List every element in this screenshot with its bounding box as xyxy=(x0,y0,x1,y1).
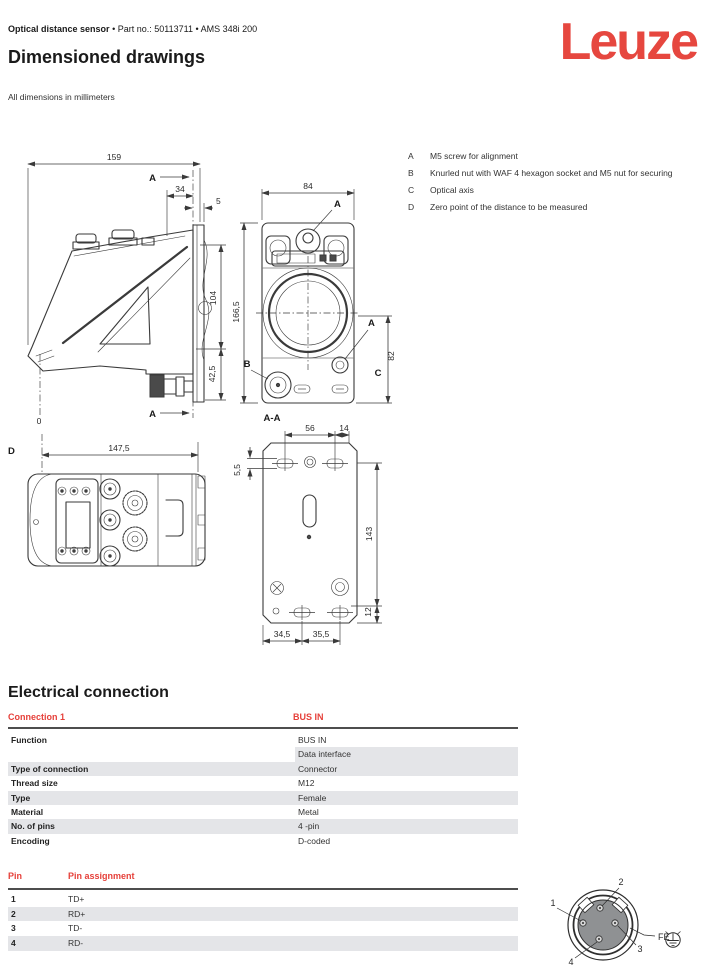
front-view-drawing xyxy=(231,181,396,403)
label-d: D xyxy=(8,446,15,457)
legend-text: M5 screw for alignment xyxy=(430,151,518,161)
dim-35-5: 35,5 xyxy=(312,629,330,639)
section-aa-title: A-A xyxy=(263,413,281,424)
pin-assignment: RD+ xyxy=(68,908,86,919)
legend-text: Knurled nut with WAF 4 hexagon socket and M5 nut for securing xyxy=(430,168,673,178)
drawing-legend xyxy=(408,151,680,219)
pin-assignment: TD+ xyxy=(68,894,85,904)
dim-104: 104 xyxy=(208,290,218,306)
dim-5-5: 5,5 xyxy=(232,464,242,476)
section-label-a-bottom: A xyxy=(149,409,156,420)
row-value: Connector xyxy=(298,763,338,774)
dim-14: 14 xyxy=(339,423,349,433)
dim-82: 82 xyxy=(386,351,396,361)
row-label: Encoding xyxy=(11,835,50,846)
dim-143: 143 xyxy=(364,526,374,542)
side-view-drawing xyxy=(28,152,226,426)
product-name: Optical distance sensor xyxy=(8,24,110,34)
row-label: Type of connection xyxy=(11,763,89,774)
zero-point-label: 0 xyxy=(36,416,42,426)
legend-item xyxy=(408,151,680,162)
pin-table-header xyxy=(8,869,518,885)
legend-text: Zero point of the distance to be measured xyxy=(430,202,588,212)
fe-label: FE xyxy=(658,932,670,942)
row-label: Thread size xyxy=(11,778,58,789)
pin-2-label: 2 xyxy=(618,877,624,887)
pin-4-label: 4 xyxy=(568,957,574,967)
row-value: BUS IN xyxy=(298,735,327,745)
label-b: B xyxy=(243,359,251,370)
pin-assignment: RD- xyxy=(68,938,84,949)
connection-header-left: Connection 1 xyxy=(8,712,66,722)
top-view-drawing xyxy=(8,434,205,566)
legend-item xyxy=(408,202,680,213)
table-row xyxy=(8,747,518,761)
model-name: AMS 348i 200 xyxy=(200,24,258,34)
row-label xyxy=(8,747,295,761)
table-row xyxy=(8,776,518,790)
row-label: Function xyxy=(11,735,47,745)
dim-147-5: 147,5 xyxy=(108,443,130,453)
table-row xyxy=(8,733,518,747)
label-a-right: A xyxy=(368,318,375,329)
row-value: Female xyxy=(298,792,327,803)
legend-item xyxy=(408,185,680,196)
pin-number: 4 xyxy=(11,938,16,949)
connection-table xyxy=(8,733,518,848)
legend-key: D xyxy=(408,202,415,212)
pin-row xyxy=(8,907,518,922)
table-row xyxy=(8,834,518,848)
part-number: Part no.: 50113711 xyxy=(117,24,193,34)
dim-34-5: 34,5 xyxy=(273,629,291,639)
pin-3-label: 3 xyxy=(637,944,643,954)
legend-key: B xyxy=(408,168,414,178)
label-c: C xyxy=(374,368,382,379)
row-value: Metal xyxy=(298,806,319,817)
table-row xyxy=(8,805,518,819)
dim-166-5: 166,5 xyxy=(231,301,241,323)
row-label: Type xyxy=(11,792,31,803)
dim-56: 56 xyxy=(305,423,315,433)
dim-42-5: 42,5 xyxy=(207,365,217,383)
table-row xyxy=(8,762,518,776)
connection-header-right: BUS IN xyxy=(293,712,324,722)
page-title: Dimensioned drawings xyxy=(8,47,206,67)
pin-1-label: 1 xyxy=(550,898,556,908)
table-row xyxy=(8,819,518,833)
pin-assignment: TD- xyxy=(68,923,83,934)
row-value: D-coded xyxy=(298,835,331,846)
pin-row xyxy=(8,921,518,936)
row-label: No. of pins xyxy=(11,821,55,832)
section-aa-drawing xyxy=(232,413,382,645)
pin-row xyxy=(8,892,518,907)
pin-row xyxy=(8,936,518,951)
pin-header-rule xyxy=(8,888,518,890)
m12-connector-diagram xyxy=(530,860,705,975)
separator: • xyxy=(112,24,116,34)
table-row xyxy=(8,791,518,805)
section-title-electrical: Electrical connection xyxy=(8,684,169,701)
table-header-rule xyxy=(8,727,518,729)
legend-key: C xyxy=(408,185,415,195)
separator: • xyxy=(195,24,199,34)
pin-number: 3 xyxy=(11,923,16,934)
pin-header-left: Pin xyxy=(8,871,23,881)
pin-number: 1 xyxy=(11,894,16,904)
dim-5: 5 xyxy=(216,196,221,206)
dim-159: 159 xyxy=(106,152,122,162)
leuze-logo: Leuze xyxy=(559,13,697,71)
dim-34: 34 xyxy=(175,184,185,194)
pin-number: 2 xyxy=(11,908,16,919)
dim-84: 84 xyxy=(303,181,313,191)
label-a-top: A xyxy=(334,199,341,210)
dim-12: 12 xyxy=(363,607,373,617)
connection-table-header xyxy=(8,710,518,726)
row-value: 4 -pin xyxy=(298,821,320,832)
legend-text: Optical axis xyxy=(430,185,474,195)
pin-header-right: Pin assignment xyxy=(68,871,135,881)
row-label: Material xyxy=(11,806,44,817)
doc-header xyxy=(8,24,257,34)
dimensions-note: All dimensions in millimeters xyxy=(8,92,115,102)
legend-item xyxy=(408,168,680,179)
legend-key: A xyxy=(408,151,414,161)
row-value: M12 xyxy=(298,778,315,789)
row-value: Data interface xyxy=(295,747,518,761)
section-label-a-top: A xyxy=(149,173,156,184)
pin-table xyxy=(8,892,518,951)
